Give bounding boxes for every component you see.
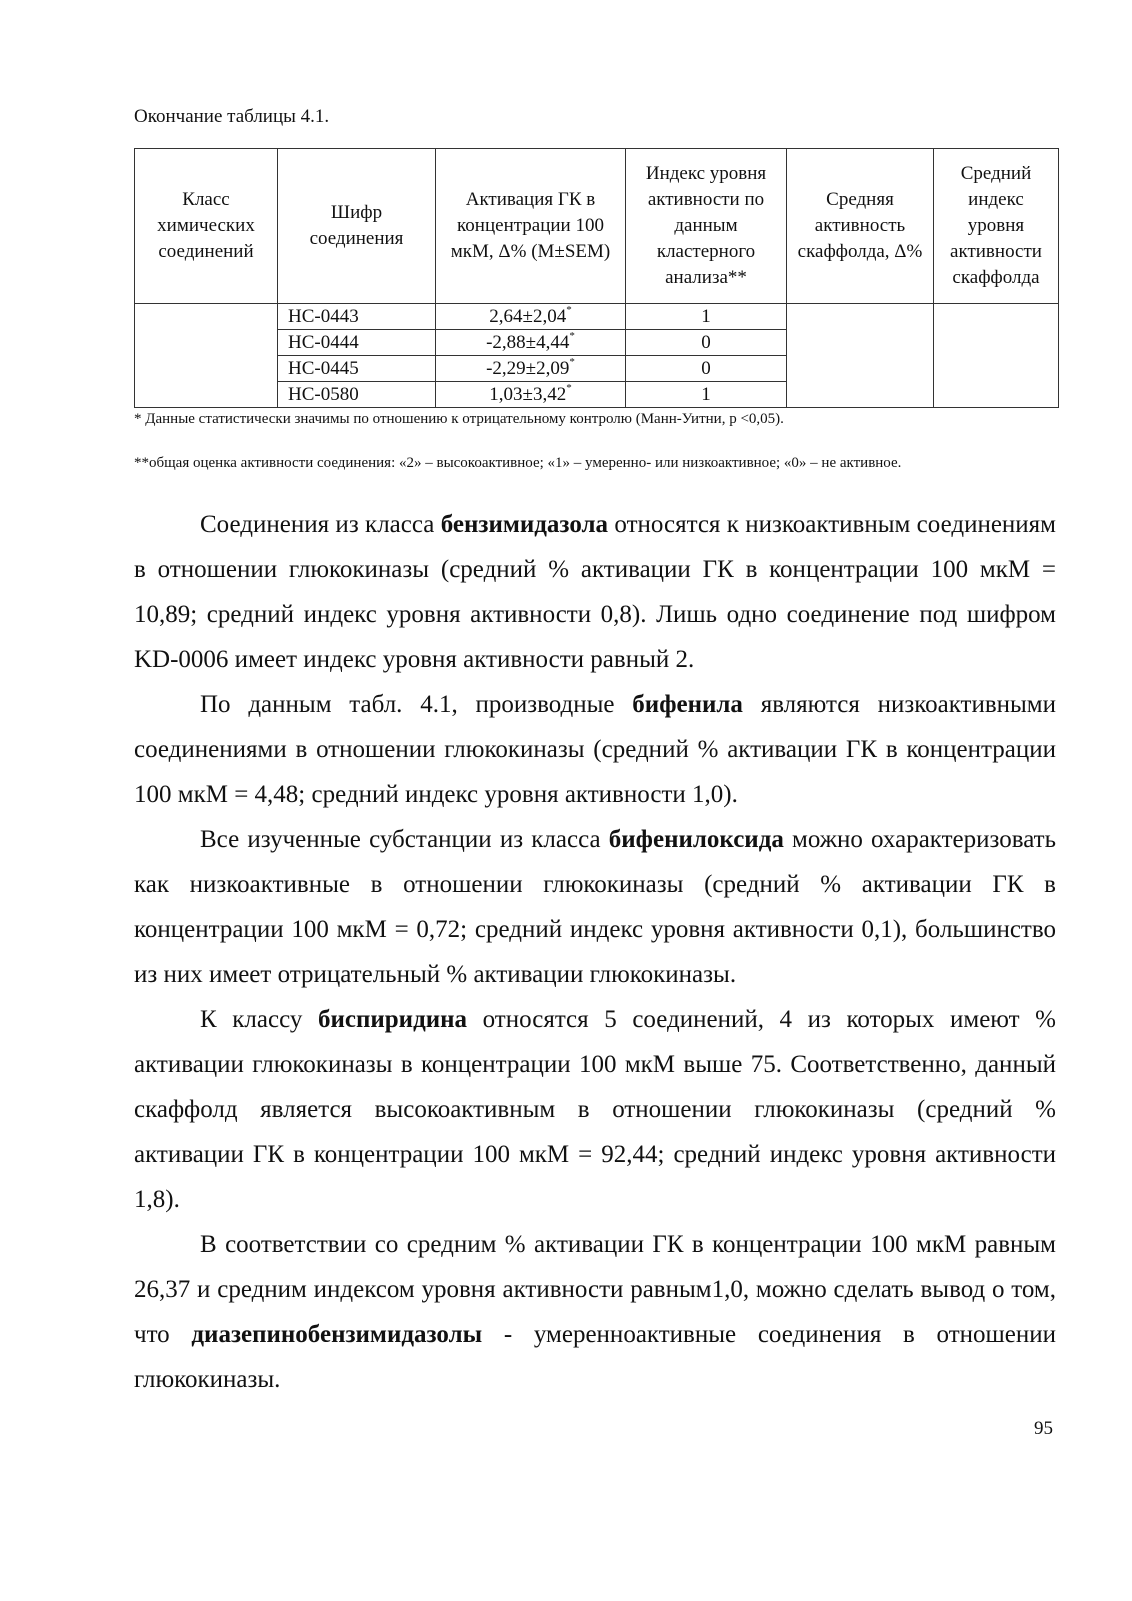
class-term: биспиридина [317, 1006, 468, 1033]
header-code: Шифр соединения [278, 149, 436, 304]
header-class: Класс химических соединений [135, 149, 278, 304]
header-scaffold-index: Средний индекс уровня активности скаффолда [934, 149, 1059, 304]
index-cell: 0 [626, 330, 787, 356]
activation-cell [436, 382, 626, 408]
class-term: бензимидазола [440, 511, 609, 538]
text-run: можно охарактеризовать как низкоактивные в отношении глюкокиназы (средний % активации ГК в концентрации 100 мкМ = 0,72; средний индекс уровня активности 0,1), большинство из них имеет отрицательный % активации глюкокиназы. [134, 826, 1056, 988]
class-term: бифенила [632, 691, 743, 718]
significance-mark: * [569, 329, 575, 342]
activation-cell [436, 304, 626, 330]
compound-code: HC-0443 [278, 304, 436, 330]
header-activation: Активация ГК в концентрации 100 мкМ, Δ% (M±SEM) [436, 149, 626, 304]
table-caption: Окончание таблицы 4.1. [134, 106, 330, 127]
class-cell [135, 304, 278, 408]
text-run: К классу [200, 1006, 318, 1033]
header-activity-index: Индекс уровня активности по данным кластерного анализа** [626, 149, 787, 304]
scaffold-mean-cell [787, 304, 934, 408]
activation-cell [436, 356, 626, 382]
text-run: - умеренноактивные соединения в отношении глюкокиназы. [134, 1321, 1056, 1393]
compound-code: HC-0445 [278, 356, 436, 382]
text-run: По данным табл. 4.1, производные [200, 691, 633, 718]
text-run: являются низкоактивными соединениями в отношении глюкокиназы (средний % активации ГК в концентрации 100 мкМ = 4,48; средний индекс уровня активности 1,0). [134, 691, 1057, 808]
scaffold-index-cell [934, 304, 1059, 408]
footnote-activity-scale: **общая оценка активности соединения: «2» – высокоактивное; «1» – умеренно- или низкоактивное; «0» – не активное. [134, 455, 902, 471]
activation-value: 1,03±3,42 [489, 383, 567, 405]
index-cell: 1 [626, 382, 787, 408]
table-row [135, 304, 1059, 330]
text-run: Все изученные субстанции из класса [200, 826, 609, 853]
activation-value: -2,88±4,44 [486, 331, 570, 353]
paragraph-biphenyloxide [134, 817, 1056, 997]
header-scaffold-mean: Средняя активность скаффолда, Δ% [787, 149, 934, 304]
class-term: бифенилоксида [608, 826, 784, 853]
footnote-significance: * Данные статистически значимы по отношению к отрицательному контролю (Манн-Уитни, p <0,05). [134, 411, 784, 427]
text-run: относятся к низкоактивным соединениям в отношении глюкокиназы (средний % активации ГК в концентрации 100 мкМ = 10,89; средний индекс уровня активности 0,8). Лишь одно соединение под шифром KD-0006 имеет индекс уровня активности равный 2. [134, 511, 1056, 673]
activation-value: 2,64±2,04 [489, 305, 567, 327]
text-run: Соединения из класса [200, 511, 441, 538]
index-cell: 1 [626, 304, 787, 330]
activation-cell [436, 330, 626, 356]
significance-mark: * [569, 355, 575, 368]
class-term: диазепинобензимидазолы [191, 1321, 483, 1348]
paragraph-bispyridine [134, 997, 1056, 1222]
significance-mark: * [566, 381, 572, 394]
results-table [134, 148, 1059, 408]
compound-code: HC-0580 [278, 382, 436, 408]
paragraph-benzimidazole [134, 502, 1056, 682]
paragraph-diazepinobenzimidazoles [134, 1222, 1056, 1402]
significance-mark: * [566, 303, 572, 316]
text-run: относятся 5 соединений, 4 из которых имеют % активации глюкокиназы в концентрации 100 мкМ выше 75. Соответственно, данный скаффолд является высокоактивным в отношении глюкокиназы (средний % активации ГК в концентрации 100 мкМ = 92,44; средний индекс уровня активности 1,8). [134, 1006, 1057, 1213]
paragraph-biphenyl [134, 682, 1056, 817]
text-run: В соответствии со средним % активации ГК в концентрации 100 мкМ равным 26,37 и средним индексом уровня активности равным1,0, можно сделать вывод о том, что [134, 1231, 1056, 1348]
compound-code: HC-0444 [278, 330, 436, 356]
body-text [134, 502, 1056, 1402]
activation-value: -2,29±2,09 [486, 357, 570, 379]
index-cell: 0 [626, 356, 787, 382]
page-number: 95 [1034, 1418, 1053, 1439]
table-header-row [135, 149, 1059, 304]
